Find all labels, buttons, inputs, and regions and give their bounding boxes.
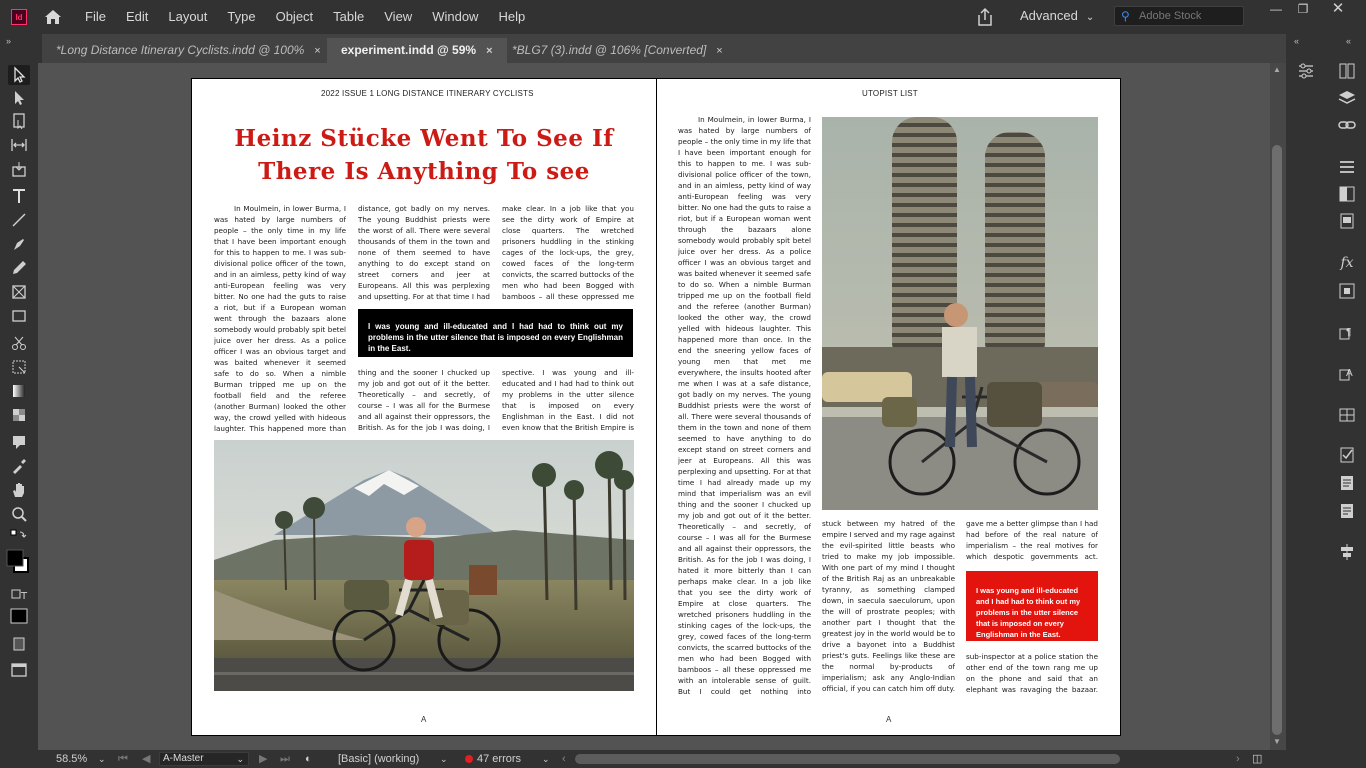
menu-bar bbox=[0, 0, 1366, 34]
right-col1-text[interactable]: In Moulmein, in lower Burma, I was hated by large numbers of people – the only time in my life that I have been important enough for this to happen to me. I was sub-divisional police officer of the town, and in an aimless, petty kind of way anti-European feeling was very bitter. No one had the guts to raise a riot, but if a European woman went through the bazaars alone somebody would probably spit betel juice over her dress. As a police officer I was an obvious target and was baited whenever it seemed safe to do so. When a nimble Burman tripped me up on the football field and the referee (another Burman) looked the other way, the crowd yelled with hideous laughter. This happened more than once. In the end the sneering yellow faces of young men that met me everywhere, the insults hooted after me when I was at a safe distance, got badly on my nerves. The young Buddhist priests were the worst of all. There were several thousands of them in the town and none of them seemed to have anything to do except stand on street corners and jeer at Europeans. All this was perplexing and upsetting. For at that time I had already made up my mind that imperialism was an evil thing and the sooner I chucked up my job and got out of it the better. Theoretically – and secretly, of course – I was all for the Burmese and all against their oppressors, the British. As for the job I was doing, I hated it more bitterly than I can perhaps make clear. In a job like that you see the dirty work of Empire at close quarters. The wretched prisoners huddling in the stinking cages of the lock-ups, the grey, cowed faces of the long-term convicts, the scarred buttocks of the men who had been Bogged with bamboos – all these oppressed me with an intolerable sense of guilt. But I could get nothing into bbox=[678, 115, 811, 695]
zoom-tool-icon[interactable] bbox=[8, 504, 30, 524]
spread-spine bbox=[656, 78, 657, 736]
apply-color-icon[interactable] bbox=[8, 606, 30, 626]
expand-dock-icon[interactable]: « bbox=[1346, 36, 1352, 46]
right-col3-bottom-text[interactable]: sub-inspector at a police station the other end of the town rang me up on the phone and said that an elephant was ravaging the bazaar. bbox=[966, 652, 1098, 694]
fill-stroke-swatch[interactable] bbox=[5, 548, 31, 576]
next-page-icon[interactable]: ▶ bbox=[259, 753, 268, 765]
tab-label: *BLG7 (3).indd @ 106% [Converted] bbox=[512, 43, 707, 57]
workspace-label: Advanced bbox=[1020, 8, 1078, 23]
hand-tool-icon[interactable] bbox=[8, 480, 30, 500]
scroll-right-icon[interactable]: › bbox=[1236, 753, 1240, 765]
stroke-panel-icon[interactable] bbox=[1338, 158, 1356, 176]
vertical-scrollbar[interactable] bbox=[1270, 63, 1286, 750]
left-col2-bottom-text[interactable]: thing and the sooner I chucked up my job and got out of it the better. Theoretically – and secretly, of course – I was all for the Burmese and all against their oppressors, the British. As for the job I was doing, I bbox=[358, 368, 490, 432]
cyclist-mountain-photo[interactable] bbox=[214, 440, 634, 691]
close-icon[interactable]: × bbox=[486, 45, 493, 57]
info-panel-icon[interactable] bbox=[1338, 474, 1356, 492]
home-icon[interactable] bbox=[43, 8, 63, 26]
selection-tool-icon[interactable] bbox=[8, 65, 30, 85]
free-transform-tool-icon[interactable] bbox=[8, 357, 30, 377]
left-running-head[interactable]: 2022 ISSUE 1 LONG DISTANCE ITINERARY CYCLISTS bbox=[321, 89, 534, 98]
chevron-down-icon: ⌄ bbox=[1085, 12, 1095, 23]
scroll-left-icon[interactable]: ‹ bbox=[562, 753, 566, 765]
tools-panel bbox=[0, 63, 38, 750]
menu-table[interactable]: Table bbox=[333, 9, 365, 24]
swap-colors-icon[interactable] bbox=[8, 529, 30, 541]
view-mode-icon[interactable] bbox=[8, 660, 30, 680]
page-tool-icon[interactable] bbox=[8, 111, 30, 131]
tab-label: *Long Distance Itinerary Cyclists.indd @ 100% bbox=[56, 43, 305, 57]
pages-panel-icon[interactable] bbox=[1338, 62, 1356, 80]
close-icon[interactable]: × bbox=[716, 45, 723, 57]
text-wrap-panel-icon[interactable] bbox=[1338, 282, 1356, 300]
svg-text:T: T bbox=[21, 591, 28, 602]
links-panel-icon[interactable] bbox=[1338, 116, 1356, 134]
vertical-scroll-thumb[interactable] bbox=[1272, 145, 1282, 735]
scissors-tool-icon[interactable] bbox=[8, 333, 30, 353]
layers-panel-icon[interactable] bbox=[1338, 89, 1356, 107]
cyclist-towers-photo[interactable] bbox=[822, 117, 1098, 510]
line-tool-icon[interactable] bbox=[8, 210, 30, 230]
scroll-up-icon[interactable]: ▲ bbox=[1273, 65, 1281, 74]
status-bar bbox=[0, 750, 1366, 768]
gradient-feather-tool-icon[interactable] bbox=[8, 405, 30, 425]
menu-layout[interactable]: Layout bbox=[168, 9, 208, 24]
rectangle-tool-icon[interactable] bbox=[8, 306, 30, 326]
left-folio: A bbox=[421, 715, 427, 724]
restore-icon[interactable]: ❐ bbox=[1297, 2, 1309, 16]
pull-quote-red[interactable]: I was young and ill-educated and I had had to think out my problems in the utter silence that is imposed on every Englishman in the East. bbox=[966, 571, 1098, 641]
page-number-field[interactable] bbox=[159, 752, 249, 766]
menu-window[interactable]: Window bbox=[432, 9, 479, 24]
close-window-icon[interactable]: ✕ bbox=[1331, 0, 1345, 17]
split-window-icon[interactable]: ◫ bbox=[1252, 753, 1263, 765]
menu-object[interactable]: Object bbox=[275, 9, 314, 24]
preflight-panel-icon[interactable] bbox=[1338, 446, 1356, 464]
menu-view[interactable]: View bbox=[384, 9, 413, 24]
swatches-panel-icon[interactable] bbox=[1338, 212, 1356, 230]
properties-panel-icon[interactable] bbox=[1297, 62, 1315, 80]
horizontal-scroll-thumb[interactable] bbox=[575, 754, 1120, 764]
color-panel-icon[interactable] bbox=[1338, 185, 1356, 203]
chevron-down-icon[interactable]: ⌄ bbox=[440, 754, 448, 764]
right-col2-text[interactable]: stuck between my hatred of the empire I served and my rage against the evil-spirited little beasts who tried to make my job impossible. With one part of my mind I thought of the British Raj as an unbreakable tyranny, as something clamped down, in saecula saeculorum, upon the will of prostrate peoples; with another part I thought that the greatest joy in the world would be to drive a bayonet into a Buddhist priest's guts. Feelings like these are the normal by-products of imperialism; ask any Anglo-Indian official, if you can catch him off duty. bbox=[822, 519, 955, 693]
articles-panel-icon[interactable] bbox=[1338, 502, 1356, 520]
paragraph-styles-panel-icon[interactable] bbox=[1338, 323, 1356, 341]
svg-text:¶: ¶ bbox=[1346, 327, 1352, 338]
right-col3-top-text[interactable]: gave me a better glimpse than I had had before of the real nature of imperialism – the real motives for which despotic governments act. bbox=[966, 519, 1098, 561]
tab-label: experiment.indd @ 59% bbox=[341, 43, 477, 57]
stock-search-input[interactable] bbox=[1114, 6, 1244, 26]
type-tool-icon[interactable] bbox=[8, 186, 30, 206]
tab-gutter bbox=[0, 34, 42, 63]
menu-help[interactable]: Help bbox=[498, 9, 526, 24]
effects-panel-icon[interactable]: fx bbox=[1340, 255, 1354, 271]
close-icon[interactable]: × bbox=[314, 45, 321, 57]
last-page-icon[interactable]: ⏭ bbox=[280, 753, 290, 765]
table-panel-icon[interactable] bbox=[1338, 406, 1356, 424]
pen-tool-icon[interactable] bbox=[8, 234, 30, 254]
app-logo: Id bbox=[11, 9, 27, 25]
note-tool-icon[interactable] bbox=[8, 432, 30, 452]
content-collector-tool-icon[interactable] bbox=[8, 159, 30, 179]
menu-edit[interactable]: Edit bbox=[125, 9, 149, 24]
formatting-affects-icon[interactable] bbox=[8, 585, 30, 605]
align-panel-icon[interactable] bbox=[1338, 543, 1356, 561]
left-col1-text[interactable]: In Moulmein, in lower Burma, I was hated by large numbers of people – the only time in my life that I have been important enough for this to happen to me. I was sub-divisional police officer of the town, and in an aimless, petty kind of way anti-European feeling was very bitter. No one had the guts to raise a riot, but if a European woman went through the bazaars alone somebody would probably spit betel juice over her dress. As a police officer I was an obvious target and was baited whenever it seemed safe to do so. When a nimble Burman tripped me up on the football field and the referee (another Burman) looked the other way, the crowd yelled with hideous laughter. This happened more than bbox=[214, 204, 346, 433]
search-icon: ⚲ bbox=[1121, 9, 1130, 23]
menu-type[interactable]: Type bbox=[227, 9, 256, 24]
preflight-profile[interactable]: [Basic] (working) bbox=[338, 753, 420, 765]
collapse-dock-icon[interactable]: « bbox=[1294, 36, 1300, 46]
menu-list bbox=[75, 0, 535, 34]
right-folio: A bbox=[886, 715, 892, 724]
right-running-head[interactable]: UTOPIST LIST bbox=[862, 89, 918, 98]
article-headline[interactable]: Heinz Stücke Went To See If There Is Anything To see bbox=[234, 125, 614, 185]
stock-search-placeholder: Adobe Stock bbox=[1139, 10, 1202, 22]
page-master-label: A-Master bbox=[163, 753, 204, 764]
error-dot-icon bbox=[465, 755, 473, 763]
workspace-switcher[interactable] bbox=[1020, 0, 1094, 34]
tab-blg7[interactable] bbox=[498, 38, 737, 63]
zoom-level[interactable]: 58.5% bbox=[56, 753, 88, 765]
svg-text:A: A bbox=[1346, 368, 1353, 379]
panel-dock bbox=[1286, 34, 1366, 750]
left-col2-top-text[interactable]: distance, got badly on my nerves. The young Buddhist priests were the worst of all. There were several thousands of them in the town and none of them seemed to have anything to do except stand on street corners and jeer at Europeans. All this was perplexing and upsetting. For at that time I had bbox=[358, 204, 490, 301]
page-status-icon[interactable]: ◐ bbox=[305, 753, 312, 765]
zoom-dropdown-icon[interactable]: ⌄ bbox=[98, 754, 106, 764]
character-styles-panel-icon[interactable] bbox=[1338, 364, 1356, 382]
gradient-swatch-tool-icon[interactable] bbox=[8, 381, 30, 401]
tab-experiment[interactable] bbox=[327, 38, 507, 63]
direct-selection-tool-icon[interactable] bbox=[8, 88, 30, 108]
tab-long-distance[interactable] bbox=[42, 38, 335, 63]
screen-mode-icon[interactable] bbox=[8, 634, 30, 654]
minimize-icon[interactable]: — bbox=[1270, 2, 1282, 16]
gap-tool-icon[interactable] bbox=[8, 135, 30, 155]
pencil-tool-icon[interactable] bbox=[8, 258, 30, 278]
chevron-down-icon: ⌄ bbox=[236, 754, 244, 764]
rectangle-frame-tool-icon[interactable] bbox=[8, 282, 30, 302]
preflight-errors[interactable] bbox=[465, 750, 521, 768]
share-icon[interactable] bbox=[975, 7, 995, 27]
chevron-down-icon[interactable]: ⌄ bbox=[542, 754, 550, 764]
first-page-icon[interactable]: ⏮ bbox=[118, 753, 128, 765]
collapse-panels-icon[interactable]: » bbox=[6, 36, 12, 46]
menu-file[interactable]: File bbox=[85, 9, 106, 24]
eyedropper-tool-icon[interactable] bbox=[8, 456, 30, 476]
scroll-down-icon[interactable]: ▼ bbox=[1273, 737, 1281, 746]
left-col3-bottom-text[interactable]: spective. I was young and ill-educated and I had had to think out my problems in the utter silence that is imposed on every Englishman in the East. I did not even know that the British Empire is bbox=[502, 368, 634, 432]
left-col3-top-text[interactable]: make clear. In a job like that you see the dirty work of Empire at close quarters. The wretched prisoners huddling in the stinking cages of the lock-ups, the grey, cowed faces of the long-term convicts, the scarred buttocks of the men who had been Bogged with bamboos – all these oppressed me bbox=[502, 204, 634, 301]
pull-quote-black[interactable]: I was young and ill-educated and I had had to think out my problems in the utter silence that is imposed on every Englishman in the East. bbox=[358, 309, 633, 357]
previous-page-icon[interactable]: ◀ bbox=[142, 753, 151, 765]
errors-label: 47 errors bbox=[477, 753, 522, 765]
